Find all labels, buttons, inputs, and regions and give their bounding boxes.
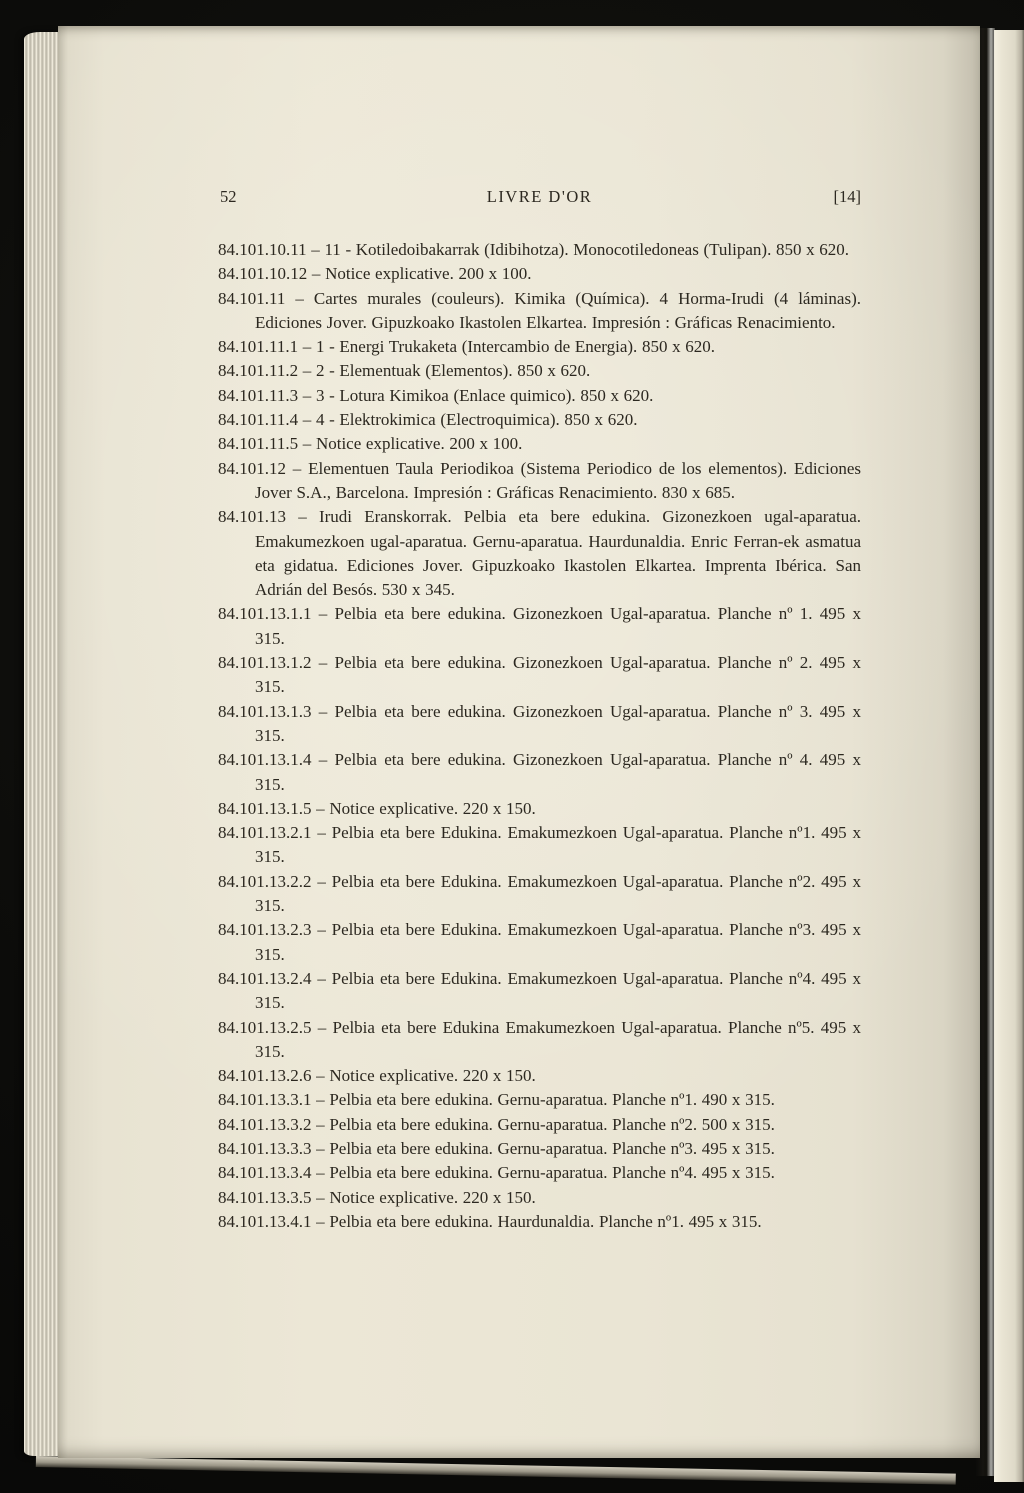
entry-text: Pelbia eta bere Edukina. Emakumezkoen Ugal-aparatua. Planche nº3. 495 x 315. — [255, 920, 861, 964]
entry-text: Pelbia eta bere edukina. Gernu-aparatua. Planche nº2. 500 x 315. — [329, 1114, 775, 1134]
entry-text: Pelbia eta bere Edukina. Emakumezkoen Ugal-aparatua. Planche nº2. 495 x 315. — [255, 871, 861, 916]
entry-separator: – — [311, 871, 332, 891]
entry-id: 84.101.13.4.1 — [218, 1211, 312, 1231]
entry-id: 84.101.13.2.3 — [218, 920, 312, 940]
entry-separator: – — [298, 385, 316, 405]
catalog-entry — [218, 457, 861, 506]
entry-separator: – — [311, 653, 335, 673]
entry-id: 84.101.13.2.5 — [218, 1017, 312, 1037]
catalog-entry — [218, 1186, 861, 1210]
entry-separator: – — [311, 1211, 330, 1231]
entry-separator: – — [311, 1187, 330, 1207]
entry-id: 84.101.13.2.6 — [218, 1066, 312, 1086]
catalog-entry — [218, 700, 861, 749]
entry-id: 84.101.13.2.4 — [218, 968, 312, 988]
page-header — [218, 187, 861, 207]
entry-separator: – — [311, 823, 332, 843]
entry-id: 84.101.11 — [218, 288, 286, 308]
entry-separator: – — [311, 1138, 330, 1158]
entry-separator: – — [286, 458, 309, 478]
running-title: LIVRE D'OR — [486, 187, 593, 206]
entry-id: 84.101.13.3.4 — [218, 1163, 312, 1183]
catalog-entry — [218, 651, 861, 700]
entry-id: 84.101.13.1.2 — [218, 653, 312, 673]
entry-id: 84.101.11.1 — [218, 337, 299, 357]
catalog-entry — [218, 918, 861, 967]
entry-text: Pelbia eta bere edukina. Gizonezkoen Ugal-aparatua. Planche nº 3. 495 x 315. — [255, 701, 861, 745]
entry-text: Irudi Eranskorrak. Pelbia eta bere edukina. Gizonezkoen ugal-aparatua. Emakumezkoen ugal-aparatua. Gernu-aparatua. Haurdunaldia. Enric Ferran-ek asmatua eta gidatua. Ediciones Jover. Gipuzkoako Ikastolen Elkartea. Imprenta Ibérica. San Adrián del Besós. 530 x 345. — [255, 507, 861, 600]
entry-text: 2 - Elementuak (Elementos). 850 x 620. — [315, 361, 591, 381]
entry-id: 84.101.13.1.5 — [218, 798, 312, 818]
entry-separator: – — [285, 288, 314, 308]
entry-text: Elementuen Taula Periodikoa (Sistema Periodico de los elementos). Ediciones Jover S.A., Barcelona. Impresión : Gráficas Renacimiento. 830 x 685. — [255, 458, 861, 502]
catalog-entry — [218, 432, 861, 456]
catalog-entry — [218, 1064, 861, 1088]
entry-text: 1 - Energi Trukaketa (Intercambio de Energia). 850 x 620. — [315, 337, 716, 357]
entry-separator: – — [306, 240, 325, 259]
entry-id: 84.101.13 — [218, 507, 286, 527]
entry-separator: – — [311, 968, 332, 988]
catalog-entry — [218, 287, 861, 336]
entry-text: Pelbia eta bere Edukina. Emakumezkoen Ugal-aparatua. Planche nº4. 495 x 315. — [255, 968, 861, 1013]
entry-separator: – — [286, 507, 319, 527]
entry-text: Pelbia eta bere edukina. Gernu-aparatua. Planche nº1. 490 x 315. — [329, 1090, 775, 1110]
entry-id: 84.101.13.3.2 — [218, 1114, 312, 1134]
entry-text: Pelbia eta bere edukina. Gernu-aparatua. Planche nº4. 495 x 315. — [329, 1163, 775, 1183]
entry-separator: – — [298, 337, 316, 357]
catalog-entry — [218, 1016, 861, 1065]
entry-separator: – — [311, 1017, 333, 1037]
entry-text: Notice explicative. 200 x 100. — [325, 264, 532, 284]
catalog-entry — [218, 238, 861, 262]
entry-id: 84.101.13.1.4 — [218, 750, 312, 770]
catalog-entry — [218, 748, 861, 797]
entry-id: 84.101.13.2.2 — [218, 871, 312, 891]
catalog-entry — [218, 408, 861, 432]
entry-text: Notice explicative. 220 x 150. — [329, 1187, 536, 1207]
entry-text: 11 - Kotiledoibakarrak (Idibihotza). Monocotiledoneas (Tulipan). 850 x 620. — [324, 240, 850, 259]
catalog-entry — [218, 870, 861, 919]
entry-text: Cartes murales (couleurs). Kimika (Química). 4 Horma-Irudi (4 láminas). Ediciones Jover. Gipuzkoako Ikastolen Elkartea. Impresión : Gráficas Renacimiento. — [255, 288, 861, 332]
catalog-entry — [218, 335, 861, 359]
catalog-entry — [218, 505, 861, 602]
entry-separator: – — [311, 1066, 330, 1086]
page-number: 52 — [220, 187, 237, 206]
entry-separator: – — [311, 701, 335, 721]
catalog-entry — [218, 1137, 861, 1161]
entry-text: Notice explicative. 220 x 150. — [329, 1066, 536, 1086]
catalog-entry — [218, 1088, 861, 1112]
entry-separator: – — [307, 264, 326, 284]
entry-separator: – — [311, 604, 335, 624]
catalog-entries — [218, 238, 861, 1234]
entry-text: Pelbia eta bere Edukina. Emakumezkoen Ugal-aparatua. Planche nº1. 495 x 315. — [255, 823, 861, 867]
entry-separator: – — [298, 410, 316, 430]
catalog-entry — [218, 1113, 861, 1137]
entry-separator: – — [311, 750, 335, 770]
entry-separator: – — [298, 434, 316, 454]
entry-text: Pelbia eta bere edukina. Gizonezkoen Ugal-aparatua. Planche nº 1. 495 x 315. — [255, 604, 861, 648]
entry-id: 84.101.11.3 — [218, 385, 299, 405]
entry-separator: – — [311, 798, 330, 818]
catalog-entry — [218, 967, 861, 1016]
entry-text: Pelbia eta bere edukina. Gernu-aparatua. Planche nº3. 495 x 315. — [329, 1138, 775, 1158]
catalog-entry — [218, 384, 861, 408]
catalog-entry — [218, 821, 861, 870]
catalog-entry — [218, 359, 861, 383]
entry-id: 84.101.13.3.3 — [218, 1138, 312, 1158]
entry-text: Pelbia eta bere edukina. Gizonezkoen Ugal-aparatua. Planche nº 4. 495 x 315. — [255, 750, 861, 794]
facing-page-edge — [994, 30, 1024, 1482]
entry-text: Notice explicative. 200 x 100. — [315, 434, 523, 454]
page-stack-edges — [24, 32, 60, 1456]
entry-id: 84.101.10.11 — [218, 240, 307, 259]
catalog-entry — [218, 602, 861, 651]
entry-text: Pelbia eta bere edukina. Haurdunaldia. Planche nº1. 495 x 315. — [329, 1211, 762, 1231]
entry-separator: – — [311, 1090, 330, 1110]
entry-separator: – — [311, 1163, 330, 1183]
entry-text: 3 - Lotura Kimikoa (Enlace quimico). 850 x 620. — [315, 385, 654, 405]
entry-separator: – — [298, 361, 316, 381]
entry-id: 84.101.10.12 — [218, 264, 308, 284]
entry-id: 84.101.11.2 — [218, 361, 299, 381]
folio-index: [14] — [833, 187, 861, 206]
entry-separator: – — [311, 920, 332, 940]
entry-separator: – — [311, 1114, 330, 1134]
catalog-entry — [218, 1161, 861, 1185]
catalog-entry — [218, 1210, 861, 1234]
page-bottom-edges — [36, 1456, 956, 1485]
catalog-entry — [218, 262, 861, 286]
book-page — [58, 26, 980, 1458]
entry-id: 84.101.12 — [218, 458, 286, 478]
entry-id: 84.101.13.1.3 — [218, 701, 312, 721]
entry-id: 84.101.11.5 — [218, 434, 299, 454]
entry-id: 84.101.11.4 — [218, 410, 299, 430]
catalog-entry — [218, 797, 861, 821]
entry-text: 4 - Elektrokimica (Electroquimica). 850 x 620. — [315, 410, 638, 430]
entry-text: Pelbia eta bere edukina. Gizonezkoen Ugal-aparatua. Planche nº 2. 495 x 315. — [255, 653, 861, 697]
entry-id: 84.101.13.2.1 — [218, 823, 312, 843]
entry-id: 84.101.13.3.5 — [218, 1187, 312, 1207]
entry-id: 84.101.13.3.1 — [218, 1090, 312, 1110]
entry-id: 84.101.13.1.1 — [218, 604, 312, 624]
entry-text: Notice explicative. 220 x 150. — [329, 798, 536, 818]
entry-text: Pelbia eta bere Edukina Emakumezkoen Ugal-aparatua. Planche nº5. 495 x 315. — [255, 1017, 861, 1061]
